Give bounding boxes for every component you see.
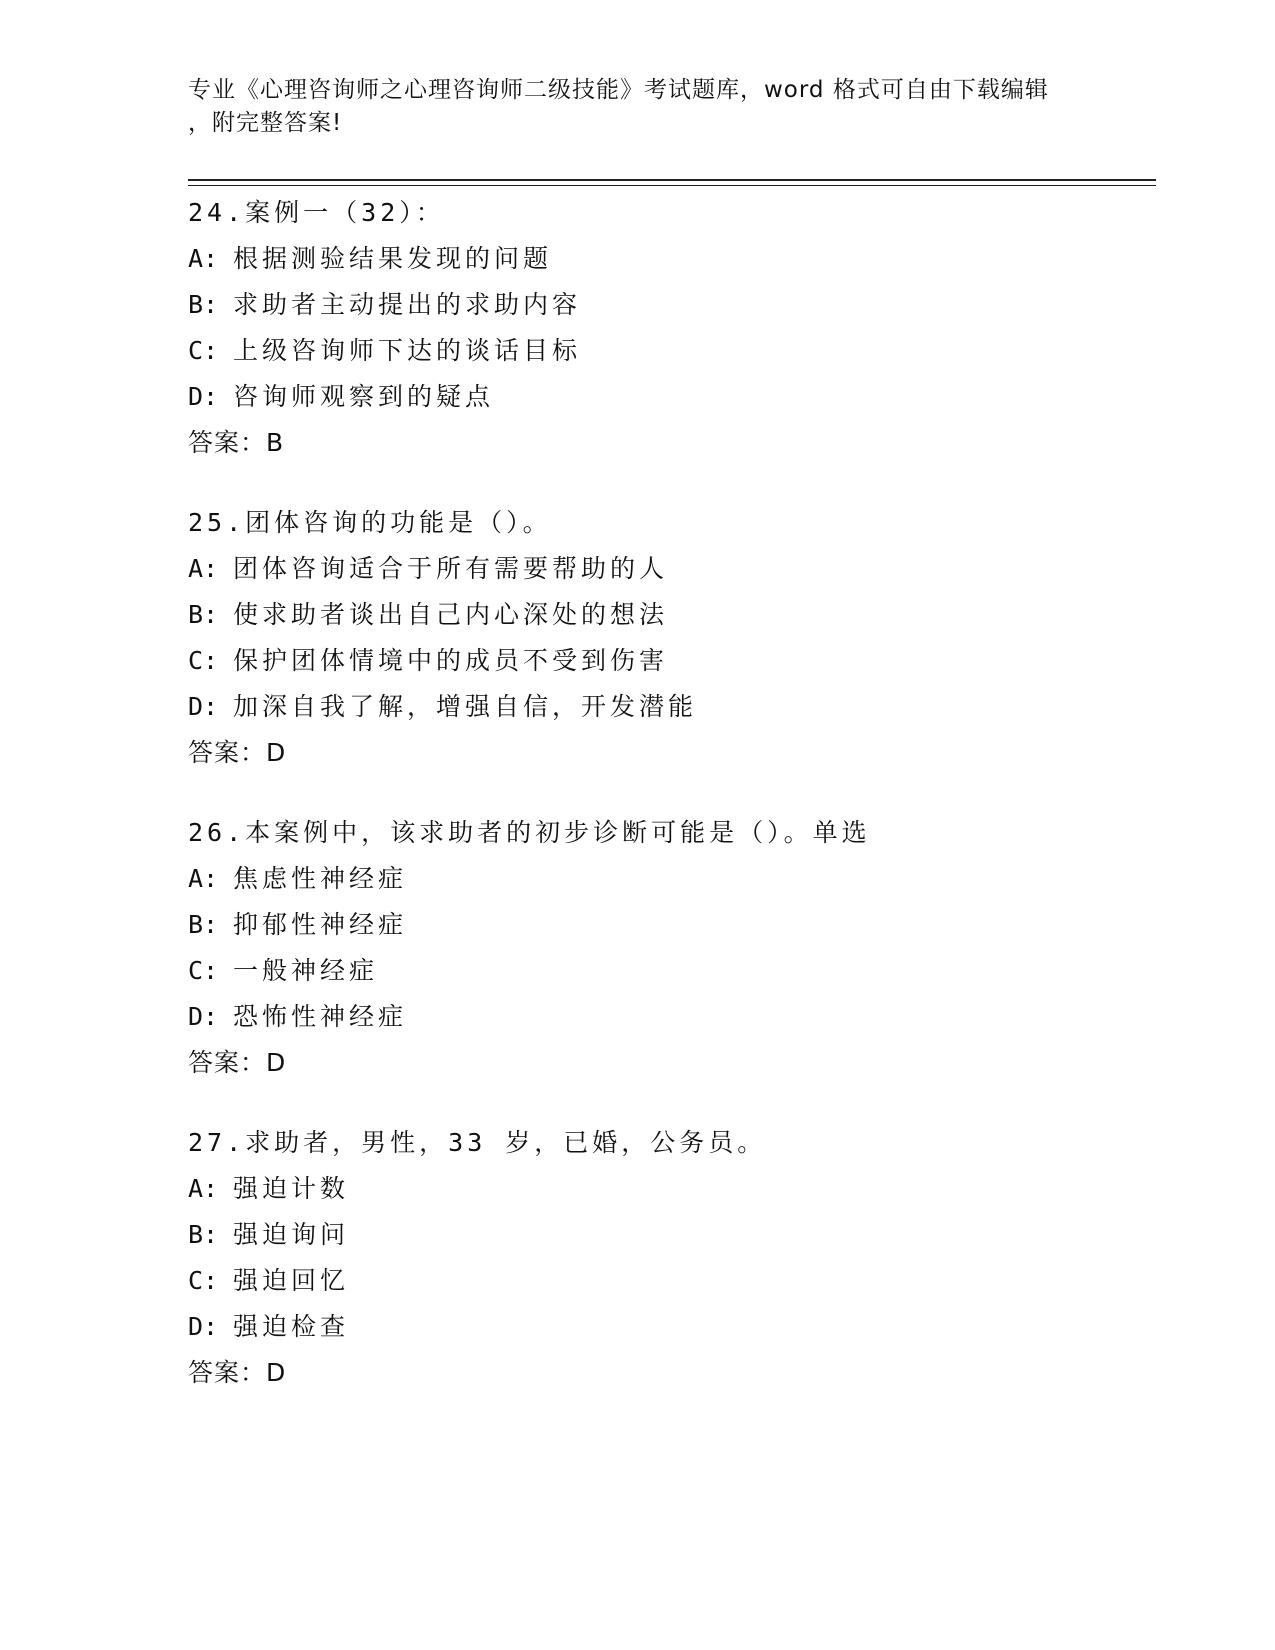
question-stem: 25.团体咨询的功能是（）。 [188, 508, 552, 537]
option-text: 咨询师观察到的疑点 [233, 382, 495, 411]
option-letter: D: [188, 692, 219, 721]
option-letter: A: [188, 1174, 219, 1203]
option-text: 求助者主动提出的求助内容 [233, 290, 582, 319]
option-text: 抑郁性神经症 [233, 910, 408, 939]
answer-line: 答案：D [188, 738, 287, 767]
option-b [188, 282, 1148, 328]
option-text: 使求助者谈出自己内心深处的想法 [233, 600, 669, 629]
option-letter: A: [188, 554, 219, 583]
document-header [188, 74, 1088, 140]
option-d [188, 994, 1148, 1040]
option-letter: B: [188, 1220, 219, 1249]
option-text: 一般神经症 [233, 956, 379, 985]
option-c [188, 1258, 1148, 1304]
option-d [188, 1304, 1148, 1350]
option-letter: B: [188, 600, 219, 629]
option-b [188, 592, 1148, 638]
option-b [188, 902, 1148, 948]
question-stem: 27.求助者，男性，33 岁，已婚，公务员。 [188, 1128, 767, 1157]
option-letter: A: [188, 244, 219, 273]
option-text: 恐怖性神经症 [233, 1002, 408, 1031]
option-letter: C: [188, 646, 219, 675]
option-a [188, 546, 1148, 592]
question-list [188, 190, 1148, 1430]
option-letter: C: [188, 956, 219, 985]
question-stem: 24.案例一（32）： [188, 198, 445, 227]
answer-line: 答案：D [188, 1358, 287, 1387]
option-text: 团体咨询适合于所有需要帮助的人 [233, 554, 669, 583]
option-text: 强迫检查 [233, 1312, 350, 1341]
option-text: 根据测验结果发现的问题 [233, 244, 553, 273]
answer-line: 答案：D [188, 1048, 287, 1077]
option-letter: D: [188, 1312, 219, 1341]
option-text: 强迫询问 [233, 1220, 350, 1249]
option-text: 加深自我了解，增强自信，开发潜能 [233, 692, 698, 721]
question-27 [188, 1120, 1148, 1396]
option-text: 焦虑性神经症 [233, 864, 408, 893]
option-c [188, 638, 1148, 684]
option-a [188, 236, 1148, 282]
option-letter: D: [188, 1002, 219, 1031]
question-26 [188, 810, 1148, 1086]
option-c [188, 948, 1148, 994]
option-text: 强迫回忆 [233, 1266, 350, 1295]
option-letter: B: [188, 290, 219, 319]
header-divider-thin [188, 185, 1156, 186]
option-a [188, 856, 1148, 902]
answer-line: 答案：B [188, 428, 285, 457]
option-a [188, 1166, 1148, 1212]
option-letter: D: [188, 382, 219, 411]
option-d [188, 684, 1148, 730]
option-text: 强迫计数 [233, 1174, 350, 1203]
option-c [188, 328, 1148, 374]
option-letter: B: [188, 910, 219, 939]
header-title-line-1: 专业《心理咨询师之心理咨询师二级技能》考试题库，word 格式可自由下载编辑 [188, 77, 1049, 103]
option-letter: C: [188, 1266, 219, 1295]
header-divider-thick [188, 179, 1156, 181]
header-title-line-2: ，附完整答案! [188, 110, 343, 136]
question-25 [188, 500, 1148, 776]
option-letter: C: [188, 336, 219, 365]
question-24 [188, 190, 1148, 466]
option-d [188, 374, 1148, 420]
option-text: 保护团体情境中的成员不受到伤害 [233, 646, 669, 675]
option-letter: A: [188, 864, 219, 893]
question-stem: 26.本案例中，该求助者的初步诊断可能是（）。单选 [188, 818, 871, 847]
option-text: 上级咨询师下达的谈话目标 [233, 336, 582, 365]
option-b [188, 1212, 1148, 1258]
